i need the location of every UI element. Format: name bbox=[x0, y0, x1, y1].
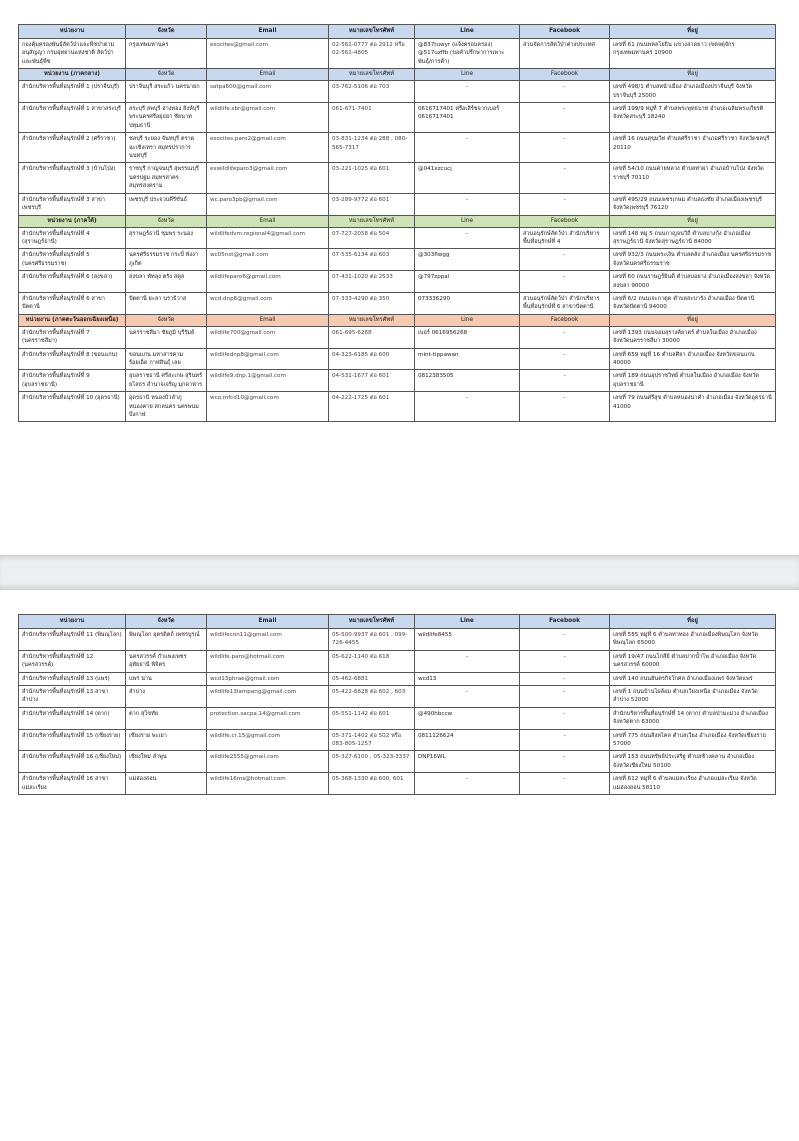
section-header-province: จังหวัด bbox=[126, 314, 207, 326]
cell-agency: สำนักบริหารพื้นที่อนุรักษ์ที่ 2 (ศรีราชา) bbox=[19, 133, 126, 163]
header-line: Line bbox=[415, 25, 520, 39]
cell-email[interactable]: protection.sacpa.14@gmail.com bbox=[207, 707, 329, 729]
cell-email[interactable]: exocites.paro2@gmail.com bbox=[207, 133, 329, 163]
cell-address: เลขที่ 79 ถนนศรีสุข ตำบลหนองนาคำ อำเภอเมือง จังหวัดอุดรธานี 41000 bbox=[610, 392, 776, 422]
document-page-1 bbox=[0, 0, 799, 555]
header-phone: หมายเลขโทรศัพท์ bbox=[329, 615, 415, 629]
cell-province: สระบุรี ลพบุรี อ่างทอง สิงห์บุรี พระนครศรีอยุธยา ชัยนาท ปทุมธานี bbox=[126, 103, 207, 133]
cell-agency: สำนักบริหารพื้นที่อนุรักษ์ที่ 9 (อุบลราชธานี) bbox=[19, 370, 126, 392]
cell-address: เลขที่ 775 ถนนสิงหไคล ตำบลเวียง อำเภอเมือง จังหวัดเชียงราย 57000 bbox=[610, 729, 776, 751]
cell-line: 0616717401 หรือเสิร์ชจากเบอร์ 0616717401 bbox=[415, 103, 520, 133]
section-header-email: Email bbox=[207, 215, 329, 227]
cell-email[interactable]: wildlife700@gmail.com bbox=[207, 326, 329, 348]
cell-address: เลขที่ 19/47 ถนนโกสีย์ ตำบลปากน้ำโพ อำเภอเมือง จังหวัดนครสวรรค์ 60000 bbox=[610, 650, 776, 672]
cell-address: สำนักบริหารพื้นที่อนุรักษ์ที่ 14 (ตาก) ตำบลป่ามะม่วง อำเภอเมือง จังหวัดตาก 63000 bbox=[610, 707, 776, 729]
cell-phone: 05-327-6100 , 05-323-3337 bbox=[329, 751, 415, 773]
table-row bbox=[19, 193, 776, 215]
cell-facebook: - bbox=[520, 729, 610, 751]
cell-address: เลขที่ 1393 ถนนจอมสุรางค์ยาตร์ ตำบลในเมือง อำเภอเมือง จังหวัดนครราชสีมา 30000 bbox=[610, 326, 776, 348]
cell-agency: สำนักบริหารพื้นที่อนุรักษ์ที่ 6 (สงขลา) bbox=[19, 271, 126, 293]
header-email: Email bbox=[207, 25, 329, 39]
cell-province: ลำปาง bbox=[126, 686, 207, 708]
cell-address: เลขที่ 140 ถนนยันตรกิจโกศล อำเภอเมืองแพร่ จังหวัดแพร่ bbox=[610, 672, 776, 685]
table-row bbox=[19, 249, 776, 271]
cell-phone: 03-221-1025 ต่อ 601 bbox=[329, 163, 415, 193]
cell-address: เลขที่ 16 ถนนสุขุมวิท ตำบลศรีราชา อำเภอศรีราชา จังหวัดชลบุรี 20110 bbox=[610, 133, 776, 163]
cell-address: เลขที่ 495/29 ถนนเพชรเกษม ตำบลธงชัย อำเภอเมืองเพชรบุรี จังหวัดเพชรบุรี 76120 bbox=[610, 193, 776, 215]
cell-line: @490hbccw bbox=[415, 707, 520, 729]
cell-email[interactable]: wildlife2555@gmail.com bbox=[207, 751, 329, 773]
table-row bbox=[19, 650, 776, 672]
table-row bbox=[19, 81, 776, 103]
section-header-agency: หน่วยงาน (ภาคใต้) bbox=[19, 215, 126, 227]
section-header-line: Line bbox=[415, 314, 520, 326]
cell-phone: 03-762-5106 ต่อ 703 bbox=[329, 81, 415, 103]
cell-line: - bbox=[415, 133, 520, 163]
cell-address: เลขที่ 189 ถนนอุปราชวิทย์ ตำบลในเมือง อำเภอเมือง จังหวัดอุบลราชธานี bbox=[610, 370, 776, 392]
cell-line: 0812383505 bbox=[415, 370, 520, 392]
cell-phone: 07-535-6134 ต่อ 603 bbox=[329, 249, 415, 271]
cell-province: ปัตตานี ยะลา นราธิวาส bbox=[126, 292, 207, 314]
cell-agency: สำนักบริหารพื้นที่อนุรักษ์ที่ 8 (ขอนแก่น) bbox=[19, 348, 126, 370]
cell-facebook: - bbox=[520, 326, 610, 348]
cell-province: พิษณุโลก อุตรดิตถ์ เพชรบูรณ์ bbox=[126, 629, 207, 651]
cell-facebook: - bbox=[520, 370, 610, 392]
cell-province: สุราษฎร์ธานี ชุมพร ระนอง bbox=[126, 227, 207, 249]
cell-email[interactable]: wildlife.sbr@gmail.com bbox=[207, 103, 329, 133]
cell-email[interactable]: wc05nst@gmail.com bbox=[207, 249, 329, 271]
cell-facebook: - bbox=[520, 133, 610, 163]
cell-line: 0811126624 bbox=[415, 729, 520, 751]
cell-agency: สำนักบริหารพื้นที่อนุรักษ์ที่ 7 (นครราชสีมา) bbox=[19, 326, 126, 348]
cell-address: เลขที่ 498/1 ตำบลหน้าเมือง อำเภอเมืองปราจีนบุรี จังหวัดปราจีนบุรี 25000 bbox=[610, 81, 776, 103]
cell-agency: สำนักบริหารพื้นที่อนุรักษ์ที่ 5 (นครศรีธรรมราช) bbox=[19, 249, 126, 271]
cell-province: เชียงราย พะเยา bbox=[126, 729, 207, 751]
cell-province: นครศรีธรรมราช กระบี่ พังงา ภูเก็ต bbox=[126, 249, 207, 271]
cell-facebook: ส่วนจัดการสัตว์ป่าต่างประเทศ bbox=[520, 39, 610, 69]
cell-address: เลขที่ 153 ถนนทรัพย์ประเสริฐ ตำบลช้างคลาน อำเภอเมือง จังหวัดเชียงใหม่ 50100 bbox=[610, 751, 776, 773]
cell-email[interactable]: wc.paro3pb@gmail.com bbox=[207, 193, 329, 215]
cell-agency: สำนักบริหารพื้นที่อนุรักษ์ที่ 13 สาขาลำปาง bbox=[19, 686, 126, 708]
cell-province: แม่ฮ่องสอน bbox=[126, 773, 207, 795]
cell-facebook: - bbox=[520, 392, 610, 422]
cell-phone: 05-551-1142 ต่อ 601 bbox=[329, 707, 415, 729]
cell-address: เลขที่ 659 หมู่ที่ 16 ตำบลศิลา อำเภอเมือง จังหวัดขอนแก่น 40000 bbox=[610, 348, 776, 370]
cell-facebook: - bbox=[520, 103, 610, 133]
cell-facebook: - bbox=[520, 672, 610, 685]
cell-province: ตาก สุโขทัย bbox=[126, 707, 207, 729]
cell-agency: สำนักบริหารพื้นที่อนุรักษ์ที่ 1 (ปราจีนบุรี) bbox=[19, 81, 126, 103]
cell-facebook: - bbox=[520, 163, 610, 193]
cell-address: เลขที่ 932/3 ถนนพระเงิน ตำบลคลัง อำเภอเมือง นครศรีธรรมราช จังหวัดนครศรีธรรมราช bbox=[610, 249, 776, 271]
table-row bbox=[19, 326, 776, 348]
table-row bbox=[19, 39, 776, 69]
cell-email[interactable]: wildlifednp8@gmail.com bbox=[207, 348, 329, 370]
page-separator bbox=[0, 555, 799, 590]
cell-line: - bbox=[415, 650, 520, 672]
cell-email[interactable]: exocites@gmail.com bbox=[207, 39, 329, 69]
cell-line: wildlife8455 bbox=[415, 629, 520, 651]
table-row bbox=[19, 370, 776, 392]
cell-phone: 061-671-7401 bbox=[329, 103, 415, 133]
section-header-agency: หน่วยงาน (ภาคตะวันออกเฉียงเหนือ) bbox=[19, 314, 126, 326]
cell-line: @041xzcucj bbox=[415, 163, 520, 193]
cell-address: เลขที่ 6/2 ถนนเจะกาตูด ตำบลสะบารัง อำเภอเมือง ปัตตานี จังหวัดปัตตานี 94000 bbox=[610, 292, 776, 314]
header-address: ที่อยู่ bbox=[610, 615, 776, 629]
cell-province: ขอนแก่น มหาสารคาม ร้อยเอ็ด กาฬสินธุ์ เลย bbox=[126, 348, 207, 370]
section-header-line: Line bbox=[415, 69, 520, 81]
cell-province: อุดรธานี หนองบัวลำภู หนองคาย สกลนคร นครพนม บึงกาฬ bbox=[126, 392, 207, 422]
section-header-address: ที่อยู่ bbox=[610, 314, 776, 326]
table-row bbox=[19, 707, 776, 729]
cell-facebook: - bbox=[520, 707, 610, 729]
cell-province: อุบลราชธานี ศรีสะเกษ สุรินทร์ ยโสธร อำนาจเจริญ มุกดาหาร bbox=[126, 370, 207, 392]
table-row bbox=[19, 133, 776, 163]
cell-email[interactable]: wildlife16ms@hotmail.com bbox=[207, 773, 329, 795]
header-facebook: Facebook bbox=[520, 615, 610, 629]
table-header-row bbox=[19, 615, 776, 629]
cell-email[interactable]: wildlifedvm.regional4@gmail.com bbox=[207, 227, 329, 249]
header-facebook: Facebook bbox=[520, 25, 610, 39]
section-header-phone: หมายเลขโทรศัพท์ bbox=[329, 215, 415, 227]
cell-agency: กองคุ้มครองพันธุ์สัตว์ป่าและพืชป่าตามอนุสัญญา กรมอุทยานแห่งชาติ สัตว์ป่า และพันธุ์พืช bbox=[19, 39, 126, 69]
cell-line: - bbox=[415, 227, 520, 249]
cell-phone: 05-371-1402 ต่อ 502 หรือ 083-805-1257 bbox=[329, 729, 415, 751]
cell-email[interactable]: wildlife.cr.15@gmail.com bbox=[207, 729, 329, 751]
cell-agency: สำนักบริหารพื้นที่อนุรักษ์ที่ 10 (อุดรธานี) bbox=[19, 392, 126, 422]
cell-phone: 07-333-4290 ต่อ 350 bbox=[329, 292, 415, 314]
document-page-2 bbox=[0, 590, 799, 1141]
cell-email[interactable]: wildlifecon11@gmail.com bbox=[207, 629, 329, 651]
cell-facebook: - bbox=[520, 773, 610, 795]
section-header-email: Email bbox=[207, 69, 329, 81]
section-header-line: Line bbox=[415, 215, 520, 227]
cell-phone: 02-561-0777 ต่อ 2912 หรือ 02-561-4805 bbox=[329, 39, 415, 69]
cell-facebook: - bbox=[520, 249, 610, 271]
cell-email[interactable]: wcd.dnp6@gmail.com bbox=[207, 292, 329, 314]
cell-line: - bbox=[415, 81, 520, 103]
cell-facebook: - bbox=[520, 629, 610, 651]
cell-province: เชียงใหม่ ลำพูน bbox=[126, 751, 207, 773]
table-row bbox=[19, 672, 776, 685]
section-header-facebook: Facebook bbox=[520, 215, 610, 227]
cell-line: @303flwgg bbox=[415, 249, 520, 271]
cell-province: นครสวรรค์ กำแพงเพชร อุทัยธานี พิจิตร bbox=[126, 650, 207, 672]
header-address: ที่อยู่ bbox=[610, 25, 776, 39]
cell-facebook: - bbox=[520, 81, 610, 103]
cell-phone: 03-831-1234 ต่อ 288 , 080-565-7317 bbox=[329, 133, 415, 163]
section-header-row bbox=[19, 215, 776, 227]
section-header-address: ที่อยู่ bbox=[610, 69, 776, 81]
cell-agency: สำนักบริหารพื้นที่อนุรักษ์ที่ 12 (นครสวรรค์) bbox=[19, 650, 126, 672]
cell-line: - bbox=[415, 773, 520, 795]
table-row bbox=[19, 773, 776, 795]
cell-agency: สำนักบริหารพื้นที่อนุรักษ์ที่ 4 (สุราษฎร์ธานี) bbox=[19, 227, 126, 249]
cell-address: เลขที่ 148 หมู่ 5 ถนนกาญจนวิถี ตำบลบางกุ้ง อำเภอเมืองสุราษฎร์ธานี จังหวัดสุราษฎร์ธานี 84000 bbox=[610, 227, 776, 249]
cell-line: 073336290 bbox=[415, 292, 520, 314]
cell-province: นครราชสีมา ชัยภูมิ บุรีรัมย์ bbox=[126, 326, 207, 348]
cell-agency: สำนักบริหารพื้นที่อนุรักษ์ที่ 11 (พิษณุโลก) bbox=[19, 629, 126, 651]
cell-agency: สำนักบริหารพื้นที่อนุรักษ์ที่ 14 (ตาก) bbox=[19, 707, 126, 729]
table-row bbox=[19, 729, 776, 751]
section-header-facebook: Facebook bbox=[520, 314, 610, 326]
cell-facebook: - bbox=[520, 686, 610, 708]
cell-phone: 04-222-1725 ต่อ 601 bbox=[329, 392, 415, 422]
contact-table-page-2 bbox=[18, 614, 776, 795]
cell-phone: 05-368-1330 ต่อ 600, 601 bbox=[329, 773, 415, 795]
cell-facebook: - bbox=[520, 650, 610, 672]
cell-agency: สำนักบริหารพื้นที่อนุรักษ์ที่ 16 สาขาแม่สะเรียง bbox=[19, 773, 126, 795]
cell-line: - bbox=[415, 193, 520, 215]
table-row bbox=[19, 751, 776, 773]
section-header-facebook: Facebook bbox=[520, 69, 610, 81]
cell-facebook: ส่วนอนุรักษ์สัตว์ป่า สำนักบริหารพื้นที่อนุรักษ์ที่ 6 สาขาปัตตานี bbox=[520, 292, 610, 314]
table-row bbox=[19, 629, 776, 651]
cell-line: mint-tippawan bbox=[415, 348, 520, 370]
cell-line: เบอร์ 0616956268 bbox=[415, 326, 520, 348]
cell-line: @837tuwyr (แจ้งครอบครอง) @517uzffb (ขอคำปรึกษาการเพาะพันธุ์/การค้า) bbox=[415, 39, 520, 69]
cell-address: เลขที่ 555 หมู่ที่ 6 ตำบลท่าทอง อำเภอเมืองพิษณุโลก จังหวัดพิษณุโลก 65000 bbox=[610, 629, 776, 651]
section-header-row bbox=[19, 69, 776, 81]
contact-table-page-1 bbox=[18, 24, 776, 422]
cell-province: เพชรบุรี ประจวบคีรีขันธ์ bbox=[126, 193, 207, 215]
cell-email[interactable]: exwildlifeparo3@gmail.com bbox=[207, 163, 329, 193]
cell-phone: 05-500-9937 ต่อ 601 , 099-726-4455 bbox=[329, 629, 415, 651]
cell-province: กรุงเทพมหานคร bbox=[126, 39, 207, 69]
cell-email[interactable]: wildlife13lampang@gmail.com bbox=[207, 686, 329, 708]
header-line: Line bbox=[415, 615, 520, 629]
table-row bbox=[19, 348, 776, 370]
cell-phone: 07-727-2058 ต่อ 504 bbox=[329, 227, 415, 249]
header-province: จังหวัด bbox=[126, 25, 207, 39]
cell-agency: สำนักบริหารพื้นที่อนุรักษ์ที่ 3 (บ้านโป่ง) bbox=[19, 163, 126, 193]
cell-line: - bbox=[415, 686, 520, 708]
cell-phone: 03-289-9772 ต่อ 601 bbox=[329, 193, 415, 215]
header-phone: หมายเลขโทรศัพท์ bbox=[329, 25, 415, 39]
table-row bbox=[19, 271, 776, 293]
cell-province: ปราจีนบุรี สระแก้ว นครนายก bbox=[126, 81, 207, 103]
table-row bbox=[19, 292, 776, 314]
cell-email[interactable]: wildlifeparo6@gmail.com bbox=[207, 271, 329, 293]
section-header-email: Email bbox=[207, 314, 329, 326]
header-agency: หน่วยงาน bbox=[19, 615, 126, 629]
cell-address: เลขที่ 61 ถนนพหลโยธิน แขวงลาดยาว เขตจตุจักร กรุงเทพมหานคร 10900 bbox=[610, 39, 776, 69]
cell-facebook: - bbox=[520, 751, 610, 773]
cell-line: wcd13 bbox=[415, 672, 520, 685]
cell-phone: 04-531-1677 ต่อ 601 bbox=[329, 370, 415, 392]
cell-agency: สำนักบริหารพื้นที่อนุรักษ์ที่ 3 สาขาเพชรบุรี bbox=[19, 193, 126, 215]
cell-address: เลขที่ 60 ถนนราษฎร์ยินดี ตำบลบ่อยาง อำเภอเมืองสงขลา จังหวัดสงขลา 90000 bbox=[610, 271, 776, 293]
table-row bbox=[19, 163, 776, 193]
cell-phone: 061-695-6268 bbox=[329, 326, 415, 348]
cell-facebook: - bbox=[520, 271, 610, 293]
cell-agency: สำนักบริหารพื้นที่อนุรักษ์ที่ 13 (แพร่) bbox=[19, 672, 126, 685]
section-header-row bbox=[19, 314, 776, 326]
header-province: จังหวัด bbox=[126, 615, 207, 629]
cell-email[interactable]: wildlife9.dnp.1@gmail.com bbox=[207, 370, 329, 392]
cell-province: ราชบุรี กาญจนบุรี สุพรรณบุรี นครปฐม สมุทรสาคร สมุทรสงคราม bbox=[126, 163, 207, 193]
section-header-agency: หน่วยงาน (ภาคกลาง) bbox=[19, 69, 126, 81]
cell-province: แพร่ น่าน bbox=[126, 672, 207, 685]
table-row bbox=[19, 103, 776, 133]
section-header-phone: หมายเลขโทรศัพท์ bbox=[329, 314, 415, 326]
cell-agency: สำนักบริหารพื้นที่อนุรักษ์ที่ 6 สาขาปัตตานี bbox=[19, 292, 126, 314]
header-agency: หน่วยงาน bbox=[19, 25, 126, 39]
cell-line: - bbox=[415, 392, 520, 422]
cell-phone: 05-422-6828 ต่อ 602 , 603 bbox=[329, 686, 415, 708]
cell-address: เลขที่ 1 ถนนบ้านไผ่ล้อม ตำบลเวียงเหนือ อำเภอเมือง จังหวัดลำปาง 52000 bbox=[610, 686, 776, 708]
table-header-row bbox=[19, 25, 776, 39]
cell-email[interactable]: satpa600@gmail.com bbox=[207, 81, 329, 103]
section-header-province: จังหวัด bbox=[126, 215, 207, 227]
cell-phone: 04-323-6185 ต่อ 600 bbox=[329, 348, 415, 370]
cell-email[interactable]: wildlife.paro@hotmail.com bbox=[207, 650, 329, 672]
cell-email[interactable]: wcd13phrae@gmail.com bbox=[207, 672, 329, 685]
cell-agency: สำนักบริหารพื้นที่อนุรักษ์ที่ 15 (เชียงราย) bbox=[19, 729, 126, 751]
cell-phone: 05-622-1140 ต่อ 618 bbox=[329, 650, 415, 672]
cell-email[interactable]: wco.mfcd10@gmail.com bbox=[207, 392, 329, 422]
cell-address: เลขที่ 612 หมู่ที่ 6 ตำบลแม่สะเรียง อำเภอแม่สะเรียง จังหวัดแม่ฮ่องสอน 58110 bbox=[610, 773, 776, 795]
cell-phone: 07-431-1020 ต่อ 2533 bbox=[329, 271, 415, 293]
cell-line: DNP16WL bbox=[415, 751, 520, 773]
cell-phone: 05-462-6881 bbox=[329, 672, 415, 685]
table-row bbox=[19, 686, 776, 708]
cell-line: @797zppal bbox=[415, 271, 520, 293]
cell-address: เลขที่ 199/9 หมู่ที่ 7 ตำบลพระพุทธบาท อำเภอเฉลิมพระเกียรติ จังหวัดสระบุรี 18240 bbox=[610, 103, 776, 133]
table-row bbox=[19, 227, 776, 249]
cell-province: สงขลา พัทลุง ตรัง สตูล bbox=[126, 271, 207, 293]
cell-address: เลขที่ 54/10 ถนนค่ายหลวง ตำบลท่าผา อำเภอบ้านโป่ง จังหวัดราชบุรี 70110 bbox=[610, 163, 776, 193]
cell-facebook: - bbox=[520, 348, 610, 370]
cell-province: ชลบุรี ระยอง จันทบุรี ตราด ฉะเชิงเทรา สมุทรปราการ นนทบุรี bbox=[126, 133, 207, 163]
table-row bbox=[19, 392, 776, 422]
section-header-address: ที่อยู่ bbox=[610, 215, 776, 227]
section-header-phone: หมายเลขโทรศัพท์ bbox=[329, 69, 415, 81]
cell-agency: สำนักบริหารพื้นที่อนุรักษ์ที่ 1 สาขาสระบุรี bbox=[19, 103, 126, 133]
cell-agency: สำนักบริหารพื้นที่อนุรักษ์ที่ 16 (เชียงใหม่) bbox=[19, 751, 126, 773]
header-email: Email bbox=[207, 615, 329, 629]
section-header-province: จังหวัด bbox=[126, 69, 207, 81]
cell-facebook: ส่วนอนุรักษ์สัตว์ป่า สำนักบริหารพื้นที่อนุรักษ์ที่ 4 bbox=[520, 227, 610, 249]
cell-facebook: - bbox=[520, 193, 610, 215]
